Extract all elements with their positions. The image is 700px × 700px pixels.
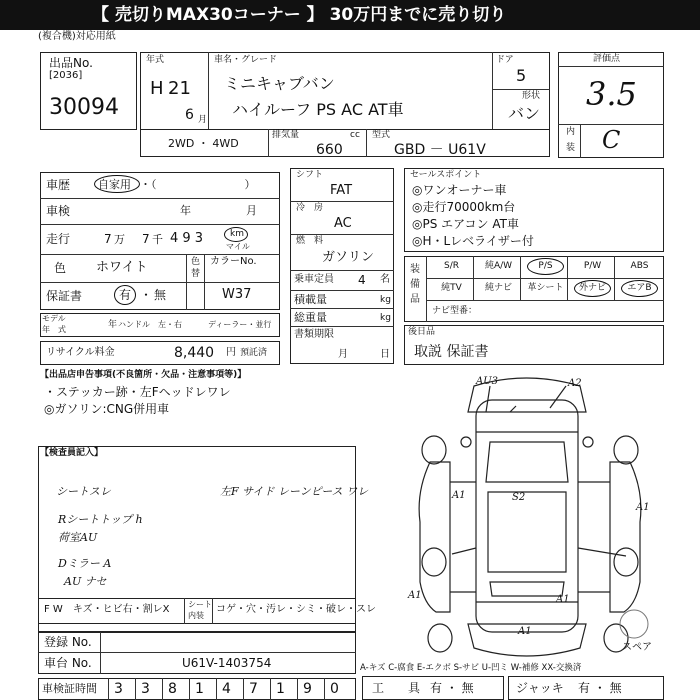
seat-label1: シート xyxy=(188,600,212,609)
year-value: 21 xyxy=(168,78,191,99)
mileage-label: 走行 xyxy=(46,232,71,246)
sales-point-1: ◎ワンオーナー車 xyxy=(412,183,507,197)
weight-label: 総重量 xyxy=(294,311,327,324)
mileage-sen: 7 xyxy=(142,232,150,246)
model-year-label2: 年 式 xyxy=(42,325,66,334)
shaken-digit: 1 xyxy=(195,681,204,697)
equipment-item: P/W xyxy=(583,261,602,271)
mileage-rest: 4 9 3 xyxy=(170,231,204,246)
model-grade: ハイルーフ PS AC AT車 xyxy=(232,100,404,119)
year-month-unit: 月 xyxy=(198,115,208,125)
interior-value: C xyxy=(602,126,621,154)
warranty-none: 無 xyxy=(154,288,167,302)
inspector-left-1: シートスレ xyxy=(56,485,111,498)
jack-value: 有 ・ 無 xyxy=(578,681,622,695)
equipment-circle xyxy=(621,280,658,297)
mileage-unit-mile: マイル xyxy=(226,242,250,251)
inspection-month: 月 xyxy=(246,204,257,217)
shape-value: バン xyxy=(508,104,541,123)
sales-point-3: ◎PS エアコン AT車 xyxy=(412,217,519,231)
score-label: 評価点 xyxy=(593,54,621,64)
diagram-mark-a1-bottom: A1 xyxy=(518,626,532,637)
equipment-item: 純A/W xyxy=(484,261,513,271)
capacity-unit: 名 xyxy=(380,274,390,285)
interior-label2: 装 xyxy=(566,143,576,153)
weight-unit: kg xyxy=(380,313,391,323)
history-value: 自家用 xyxy=(98,178,131,191)
sales-point-2: ◎走行70000km台 xyxy=(412,200,516,214)
model-year-nen: 年 xyxy=(108,320,118,330)
year-label: 年式 xyxy=(146,55,165,65)
equipment-item: ABS xyxy=(630,261,649,271)
after-items-value: 取説 保証書 xyxy=(414,344,489,360)
mileage-unit-km: km xyxy=(230,229,244,239)
lot-number: 30094 xyxy=(49,95,119,120)
inspector-left-5: AU ナセ xyxy=(64,575,107,588)
inspection-label: 車検 xyxy=(46,204,71,218)
shift-label: シフト xyxy=(296,170,324,180)
equipment-item: エアB xyxy=(627,283,652,293)
model-year-dealer: ディーラー・並行 xyxy=(208,320,272,329)
chassis-value: U61V-1403754 xyxy=(182,656,272,670)
displacement-label: 排気量 xyxy=(272,130,300,140)
recycle-unit: 円 xyxy=(226,347,236,358)
seat-label2: 内装 xyxy=(188,611,204,620)
type-value: GBD － U61V xyxy=(394,142,486,158)
lot-box xyxy=(40,52,137,130)
shaken-digit: 4 xyxy=(222,681,231,697)
doors-label: ドア xyxy=(496,55,514,65)
chassis-label: 車台 No. xyxy=(44,656,92,670)
color-label: 色 xyxy=(54,261,67,275)
load-unit: kg xyxy=(380,295,391,305)
diagram-mark-a1-bl: A1 xyxy=(408,590,422,601)
shaken-digit: 0 xyxy=(330,681,339,697)
banner-text: 【 売切りMAX30コーナー 】 30万円までに売り切り xyxy=(92,5,507,25)
inspector-right: 左F サイド レーンピース ワレ xyxy=(220,485,369,498)
diagram-mark-au3: AU3 xyxy=(476,376,499,387)
equipment-item: 純ナビ xyxy=(484,283,512,293)
year-month: 6 xyxy=(185,107,194,123)
banner xyxy=(0,0,700,30)
shaken-digit: 8 xyxy=(168,681,177,697)
equipment-item: 革シート xyxy=(527,283,564,293)
color-no-label: カラーNo. xyxy=(210,256,257,267)
aircon-label: 冷 房 xyxy=(296,203,324,213)
shaken-digit: 9 xyxy=(303,681,312,697)
shaken-digit: 3 xyxy=(141,681,150,697)
sales-point-4: ◎H・Lレベライザー付 xyxy=(412,234,534,248)
diagram-mark-a2: A2 xyxy=(568,378,582,389)
tools-value: 有 ・ 無 xyxy=(430,681,474,695)
doc-deadline-month: 月 xyxy=(338,349,348,360)
diagram-mark-a1-left: A1 xyxy=(452,490,466,501)
displacement-value: 660 xyxy=(316,142,343,158)
tools-label: 工 具 xyxy=(372,681,421,695)
recycle-note: 預託済 xyxy=(240,348,268,358)
capacity-label: 乗車定員 xyxy=(294,274,334,285)
history-label: 車歴 xyxy=(46,178,71,192)
drive-value: 2WD ・ 4WD xyxy=(168,137,239,150)
recycle-label: リサイクル料金 xyxy=(46,347,115,358)
shape-label: 形状 xyxy=(522,91,541,101)
mileage-sen-unit: 千 xyxy=(152,233,163,246)
fuel-value: ガソリン xyxy=(322,250,375,265)
inspector-left-4: Dミラー A xyxy=(58,557,112,570)
lot-label: 出品No. xyxy=(49,56,93,70)
seat-defects: コゲ・穴・汚レ・シミ・破レ・スレ xyxy=(216,604,376,615)
type-label: 型式 xyxy=(372,130,391,140)
equipment-label: 装 備 品 xyxy=(410,264,430,305)
doors-value: 5 xyxy=(516,66,527,85)
diagram-mark-a1-right: A1 xyxy=(636,502,650,513)
shaken-digit: 3 xyxy=(114,681,123,697)
inspection-year: 年 xyxy=(180,204,191,217)
interior-label1: 内 xyxy=(566,127,576,137)
vehicle-diagram xyxy=(390,372,670,662)
equipment-item: S/R xyxy=(444,261,459,271)
fuel-label: 燃 料 xyxy=(296,236,324,246)
equipment-circle xyxy=(574,280,611,297)
color-swap2: 替 xyxy=(191,269,201,279)
diagram-mark-a1-br: A1 xyxy=(556,594,570,605)
inspector-label: 【検査員記入】 xyxy=(40,448,104,458)
history-rest: ・（ ） xyxy=(140,178,256,191)
model-name: ミニキャブバン xyxy=(224,74,335,93)
color-swap1: 色 xyxy=(191,257,201,267)
model-year-label1: モデル xyxy=(42,314,66,323)
diagram-mark-s2: S2 xyxy=(512,492,526,503)
shaken-label: 車検証時間 xyxy=(42,682,97,695)
interior-defects: F W キズ・ヒビ右・割レX xyxy=(44,604,170,615)
warranty-sep: ・ xyxy=(140,288,153,302)
shift-value: FAT xyxy=(330,183,353,198)
aircon-value: AC xyxy=(334,216,352,231)
shaken-digit: 1 xyxy=(276,681,285,697)
equipment-circle xyxy=(527,258,564,275)
shaken-digit: 7 xyxy=(249,681,258,697)
warranty-has: 有 xyxy=(119,288,132,302)
year-era: H xyxy=(150,78,164,99)
color-value: ホワイト xyxy=(96,260,148,275)
model-year-handle: ハンドル 左・右 xyxy=(118,320,182,329)
top-note: (複合機)対応用紙 xyxy=(38,31,116,42)
note-1: ・ステッカー跡・左Fヘッドレワレ xyxy=(44,385,231,399)
inspector-left-2: Rシートトップ h xyxy=(58,513,143,526)
note-2: ◎ガソリン:CNG併用車 xyxy=(44,402,170,416)
lot-sub: [2036] xyxy=(49,70,83,81)
notes-label: 【出品店申告事項(不良箇所・欠品・注意事項等)】 xyxy=(40,370,247,380)
doc-deadline-label: 書類期限 xyxy=(294,329,334,340)
model-label: 車名・グレード xyxy=(214,55,278,65)
registration-label: 登録 No. xyxy=(44,635,92,649)
score-value: 3.5 xyxy=(586,75,637,113)
capacity-value: 4 xyxy=(358,273,366,287)
load-label: 積載量 xyxy=(294,293,327,306)
nav-label: ナビ型番： xyxy=(432,306,478,316)
recycle-value: 8,440 xyxy=(174,345,215,361)
doc-deadline-day: 日 xyxy=(380,349,390,360)
displacement-unit: cc xyxy=(350,130,360,140)
mileage-man: 7 xyxy=(104,232,112,246)
color-no-value: W37 xyxy=(222,287,252,302)
equipment-item: 外ナビ xyxy=(578,283,606,293)
warranty-label: 保証書 xyxy=(46,289,83,303)
spare-label: スペア xyxy=(622,642,652,653)
equipment-item: 純TV xyxy=(441,283,462,293)
equipment-item: P/S xyxy=(538,261,553,271)
jack-label: ジャッキ xyxy=(516,681,564,695)
legend: A-キズ C-腐食 E-エクボ S-サビ U-凹ミ W-補修 XX-交換済 xyxy=(360,663,582,673)
after-items-label: 後日品 xyxy=(408,327,436,337)
mileage-man-unit: 万 xyxy=(114,233,125,246)
sales-points-label: セールスポイント xyxy=(410,170,482,180)
inspector-left-3: 荷室AU xyxy=(58,531,98,544)
